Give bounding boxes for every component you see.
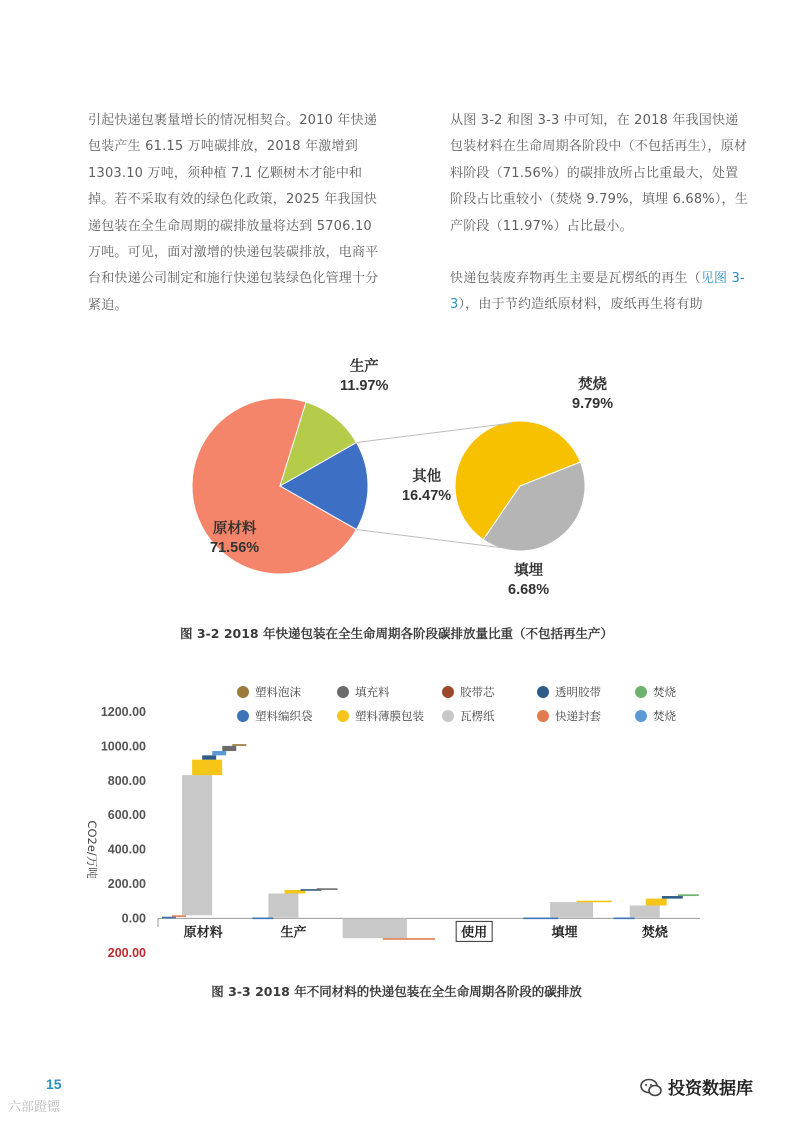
legend-item: 瓦楞纸	[442, 708, 495, 724]
y-tick-label: 1000.00	[100, 739, 146, 754]
wechat-icon	[640, 1078, 662, 1103]
bar-chart-caption: 图 3-3 2018 年不同材料的快递包装在全生命周期各阶段的碳排放	[211, 984, 582, 999]
page-number: 15	[46, 1076, 62, 1092]
y-tick-label: 1200.00	[100, 705, 146, 719]
bar-segment-生产-填充料	[317, 888, 338, 890]
right-paragraph-2-end: ），由于节约造纸原材料，废纸再生将有助	[458, 297, 703, 313]
bar-segment-焚烧-瓦楞纸	[630, 906, 660, 918]
watermark-right-text: 投资数据库	[668, 1079, 753, 1099]
bar-segment-生产-塑料编织袋	[252, 918, 273, 920]
bar-segment-原材料-快递封套	[172, 915, 186, 917]
bar-chart-svg	[70, 700, 710, 965]
pie-label-landfill: 填埋 6.68%	[508, 563, 550, 598]
right-column	[450, 108, 750, 319]
bar-segment-原材料-焚烧	[212, 751, 226, 755]
legend-swatch	[237, 686, 249, 698]
bar-segment-焚烧-塑料薄膜包装	[646, 899, 667, 906]
legend-item: 快递封套	[537, 708, 601, 724]
legend-swatch	[635, 686, 647, 698]
bar-segment-填埋-塑料薄膜包装	[577, 901, 612, 903]
legend-swatch	[442, 686, 454, 698]
legend-swatch	[537, 686, 549, 698]
y-tick-label: 200.00	[107, 945, 146, 960]
watermark-right	[640, 1074, 753, 1103]
bar-segment-生产-瓦楞纸	[268, 893, 298, 917]
category-label-焚烧: 焚烧	[641, 925, 668, 941]
bar-segment-焚烧-透明胶带	[662, 896, 683, 899]
left-column	[88, 108, 388, 319]
category-label-生产: 生产	[280, 925, 307, 941]
bar-segment-原材料-填充料	[222, 746, 236, 751]
bar-segment-原材料-瓦楞纸	[182, 775, 212, 915]
bar-segment-填埋-瓦楞纸	[550, 902, 593, 917]
watermark-left: 六部蹬镖	[8, 1100, 61, 1115]
bar-segment-再生产-快递封套	[383, 938, 435, 940]
y-tick-label: 600.00	[107, 808, 146, 823]
legend-item: 塑料泡沫	[237, 684, 301, 700]
y-axis-label: CO2e/万吨	[85, 820, 99, 879]
pie-label-production: 生产 11.97%	[340, 359, 389, 394]
legend-swatch	[337, 686, 349, 698]
legend-item: 透明胶带	[537, 684, 601, 700]
pie-label-raw-material: 原材料 71.56%	[210, 521, 260, 556]
bar-segment-焚烧-焚烧	[678, 894, 699, 896]
legend-item: 焚烧	[635, 708, 676, 724]
right-paragraph-2-start: 快递包装废弃物再生主要是瓦楞纸的再生（	[450, 271, 701, 287]
left-paragraph: 引起快递包裹量增长的情况相契合。2010 年快递包装产生 61.15 万吨碳排放，2018 年激增到 1303.10 万吨，须种植 7.1 亿颗树木才能中和掉。若不采取有效的绿色化政策，2025 年我国快递包装在全生命周期的碳排放量将达到 5706.10 万吨。可见，面对激增的快递包装碳排放，电商平台和快递公司制定和施行快递包装绿色化管理十分紧迫。	[88, 113, 379, 313]
category-label-原材料: 原材料	[183, 925, 223, 941]
bar-segment-填埋-塑料编织袋	[523, 918, 558, 920]
y-tick-label: 800.00	[107, 773, 146, 788]
category-label-使用: 使用	[461, 925, 488, 941]
right-paragraph-1: 从图 3-2 和图 3-3 中可知，在 2018 年我国快递包装材料在生命周期各阶段中（不包括再生），原材料阶段（71.56%）的碳排放所占比重最大，处置阶段占比重较小（焚烧 9.79%，填埋 6.68%），生产阶段（11.97%）占比最小。	[450, 113, 748, 234]
pie-label-other: 其他 16.47%	[402, 469, 452, 504]
y-tick-label: 0.00	[121, 911, 146, 926]
bar-segment-原材料-透明胶带	[202, 755, 216, 759]
bar-segment-焚烧-塑料编织袋	[614, 918, 635, 920]
legend-item: 焚烧	[635, 684, 676, 700]
y-tick-label: 200.00	[107, 877, 146, 891]
legend-item: 胶带芯	[442, 684, 495, 700]
y-tick-label: 400.00	[107, 842, 146, 857]
category-label-填埋: 填埋	[551, 925, 578, 941]
pie-chart	[180, 350, 640, 610]
pie-chart-caption: 图 3-2 2018 年快递包装在全生命周期各阶段碳排放量比重（不包括再生产）	[180, 626, 613, 641]
legend-item: 填充料	[337, 684, 390, 700]
bar-segment-原材料-塑料薄膜包装	[192, 760, 222, 775]
right-paragraph-2	[450, 266, 750, 319]
bar-segment-原材料-塑料泡沫	[232, 744, 246, 746]
bar-segment-再生产-瓦楞纸	[343, 918, 407, 938]
legend-item: 塑料编织袋	[237, 708, 313, 724]
bar-segment-原材料-塑料编织袋	[162, 917, 176, 919]
figure-reference-link[interactable]: 见图 3-3	[450, 271, 745, 313]
pie-label-incineration: 焚烧 9.79%	[572, 377, 614, 412]
legend-item: 塑料薄膜包装	[337, 708, 424, 724]
